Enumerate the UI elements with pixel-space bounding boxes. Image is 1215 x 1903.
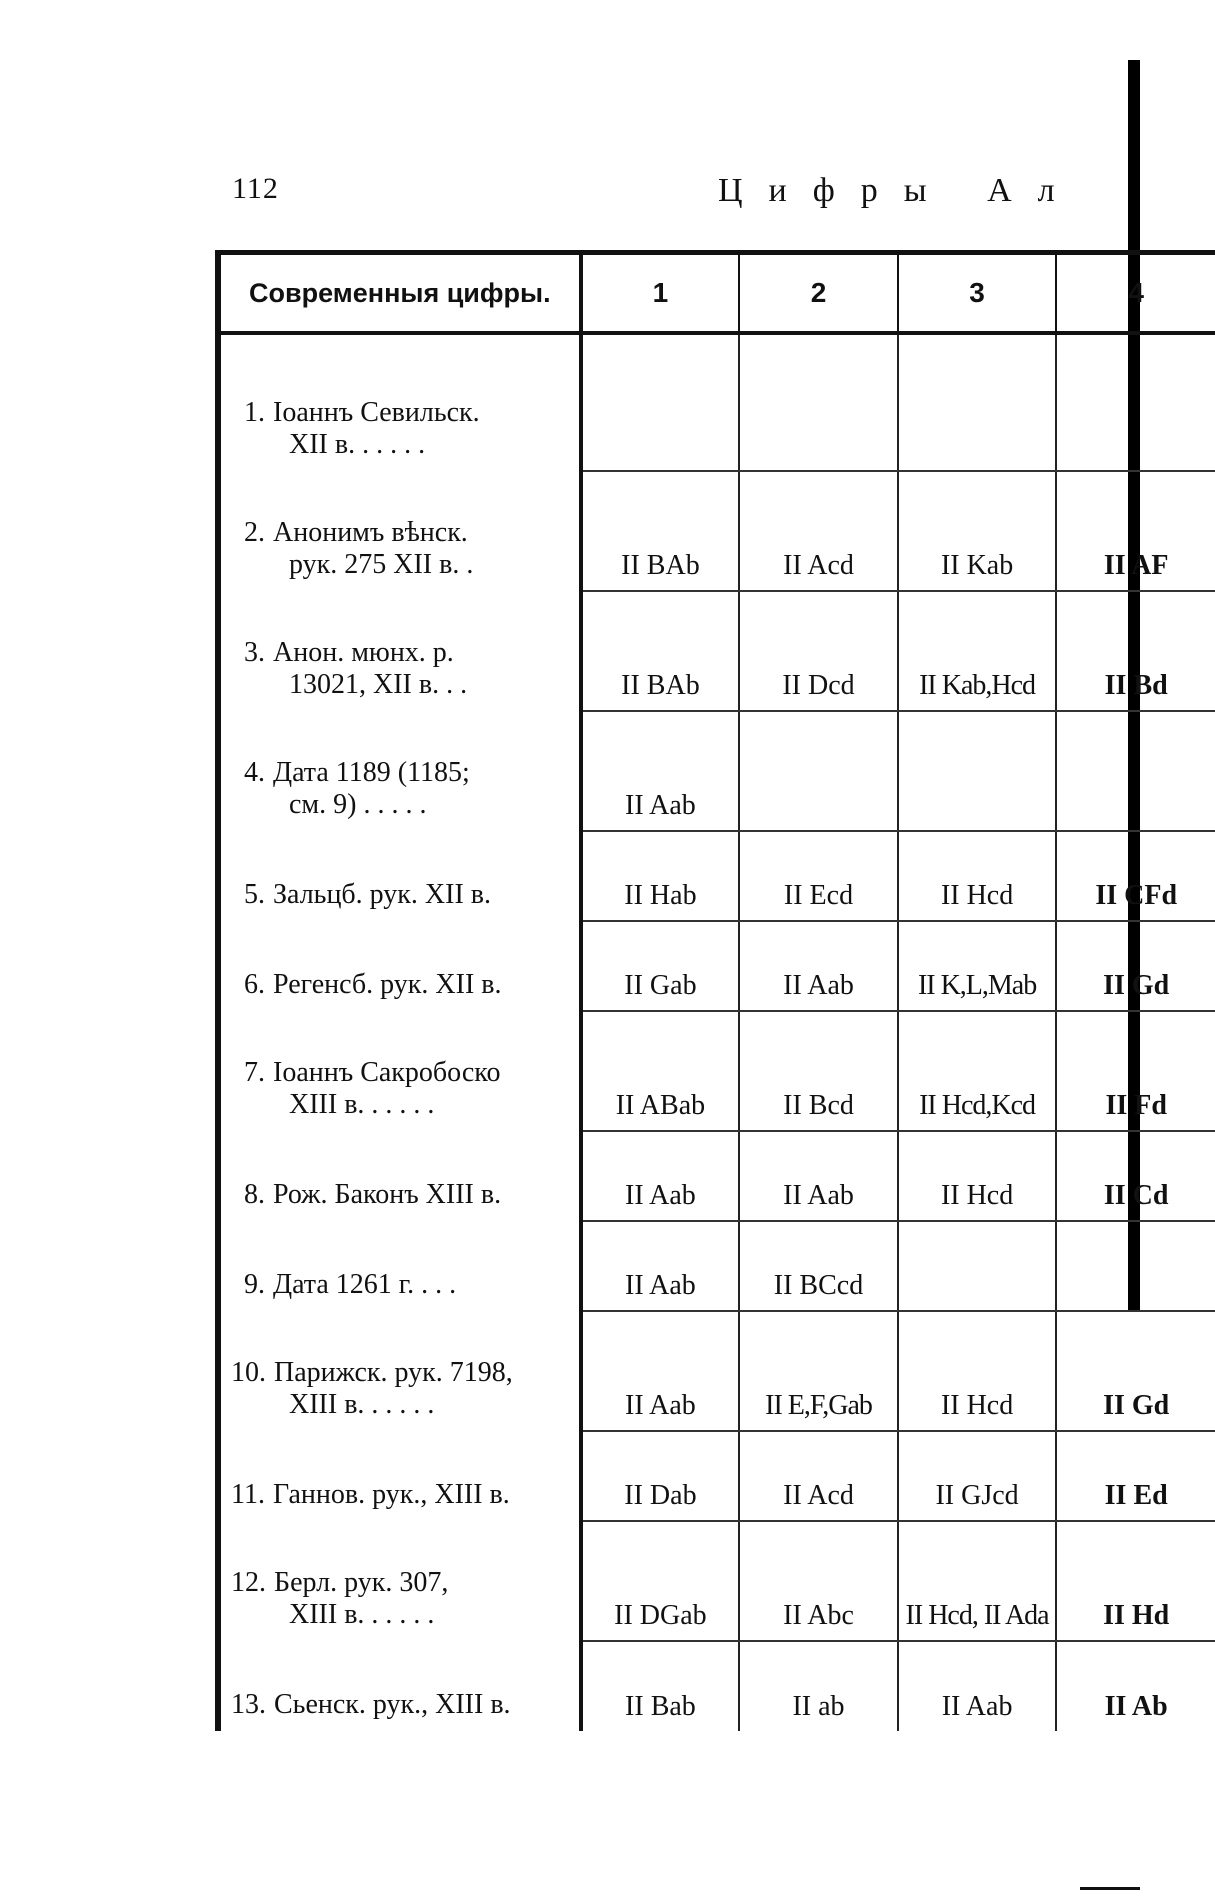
table-row (218, 333, 1215, 471)
row-label-line2: XIII в. . . . . . (289, 1389, 435, 1420)
row-label (218, 591, 581, 711)
row-label-text: Парижск. рук. 7198, (274, 1357, 513, 1388)
table-cell: II Dcd (739, 591, 898, 711)
table-cell: II Cd (1056, 1131, 1215, 1221)
row-label-line2: XII в. . . . . . (289, 429, 426, 460)
row-label-text: Анон. мюнх. р. (273, 637, 454, 668)
table-cell: II Hab (581, 831, 740, 921)
table-cell (898, 711, 1057, 831)
table-cell: II Aab (581, 711, 740, 831)
table-cell: II Hcd (898, 831, 1057, 921)
table-cell: II Aab (898, 1641, 1057, 1731)
row-label-text: Анонимъ вѣнск. (273, 517, 468, 548)
row-number: 1. (244, 397, 265, 428)
page-number: 112 (232, 172, 279, 205)
table-cell: II AF (1056, 471, 1215, 591)
row-label (218, 1131, 581, 1221)
table-cell: II Hcd,Kcd (898, 1011, 1057, 1131)
table-cell: II Aab (739, 1131, 898, 1221)
table-cell: II BCcd (739, 1221, 898, 1311)
row-label (218, 1221, 581, 1311)
row-label-line2: 13021, XII в. . . (289, 669, 468, 700)
table-row (218, 1131, 1215, 1221)
row-label-line2: XIII в. . . . . . (289, 1089, 435, 1120)
row-label (218, 1011, 581, 1131)
row-label-line1 (231, 969, 575, 1001)
row-number: 8. (244, 1179, 265, 1210)
table-row (218, 1431, 1215, 1521)
row-label-text: Іоаннъ Сакробоско (273, 1057, 501, 1088)
row-number: 7. (244, 1057, 265, 1088)
table-cell: II Gd (1056, 1311, 1215, 1431)
table-row (218, 1641, 1215, 1731)
table-row (218, 1311, 1215, 1431)
row-label (218, 831, 581, 921)
table-cell: II Dab (581, 1431, 740, 1521)
row-label (218, 471, 581, 591)
table-cell: II Fd (1056, 1011, 1215, 1131)
table-header-row (218, 253, 1215, 334)
digits-table (215, 250, 1215, 1731)
row-label-line1 (231, 1057, 575, 1089)
row-number: 12. (231, 1567, 266, 1598)
row-label-line1 (231, 1179, 575, 1211)
table-cell (581, 333, 740, 471)
row-label-line1 (231, 1357, 575, 1389)
table-cell: II Abc (739, 1521, 898, 1641)
row-label (218, 1311, 581, 1431)
header-column-1: 1 (581, 253, 740, 334)
header-column-3: 3 (898, 253, 1057, 334)
table-cell: II Aab (581, 1311, 740, 1431)
row-label (218, 711, 581, 831)
table-row (218, 831, 1215, 921)
table-cell: II Bcd (739, 1011, 898, 1131)
row-number: 3. (244, 637, 265, 668)
row-label-line1 (231, 1689, 575, 1721)
row-label-line1 (231, 517, 575, 549)
table-row (218, 1521, 1215, 1641)
table-cell: II Aab (581, 1221, 740, 1311)
row-label-line1 (231, 397, 575, 429)
table-body (218, 333, 1215, 1731)
table-cell: II Hd (1056, 1521, 1215, 1641)
digits-table-container (215, 250, 1178, 1722)
table-cell (898, 333, 1057, 471)
table-cell (1056, 1221, 1215, 1311)
table-cell: II Kab,Hcd (898, 591, 1057, 711)
row-label (218, 1521, 581, 1641)
row-label (218, 921, 581, 1011)
table-cell: II ab (739, 1641, 898, 1731)
table-cell (739, 711, 898, 831)
row-label-text: Рож. Баконъ XIII в. (273, 1179, 502, 1210)
row-label-line2: XIII в. . . . . . (289, 1599, 435, 1630)
table-cell: II CFd (1056, 831, 1215, 921)
table-cell (1056, 711, 1215, 831)
row-number: 11. (231, 1479, 265, 1510)
running-title: Цифры Ал (718, 172, 1081, 209)
row-label-line1 (231, 1269, 575, 1301)
table-row (218, 921, 1215, 1011)
row-label (218, 333, 581, 471)
table-row (218, 471, 1215, 591)
row-label-line1 (231, 637, 575, 669)
header-column-2: 2 (739, 253, 898, 334)
row-number: 4. (244, 757, 265, 788)
row-label-text: Зальцб. рук. XII в. (273, 879, 491, 910)
table-cell: II Aab (581, 1131, 740, 1221)
table-cell: II Gd (1056, 921, 1215, 1011)
row-label (218, 1641, 581, 1731)
table-cell: II Gab (581, 921, 740, 1011)
table-cell (1056, 333, 1215, 471)
row-label-text: Іоаннъ Севильск. (273, 397, 480, 428)
table-cell: II Hcd, II Ada (898, 1521, 1057, 1641)
table-cell: II Bab (581, 1641, 740, 1731)
row-label-text: Регенсб. рук. XII в. (273, 969, 502, 1000)
row-label-text: Сьенск. рук., XIII в. (274, 1689, 511, 1720)
table-cell: II Acd (739, 1431, 898, 1521)
table-cell: II Hcd (898, 1131, 1057, 1221)
table-cell: II Ed (1056, 1431, 1215, 1521)
row-number: 5. (244, 879, 265, 910)
table-cell (739, 333, 898, 471)
table-cell: II Kab (898, 471, 1057, 591)
row-label-line1 (231, 757, 575, 789)
table-cell: II Aab (739, 921, 898, 1011)
row-label-line2: рук. 275 XII в. . (289, 549, 474, 580)
table-row (218, 1011, 1215, 1131)
row-number: 6. (244, 969, 265, 1000)
table-cell: II Bd (1056, 591, 1215, 711)
table-cell: II Acd (739, 471, 898, 591)
row-label-line1 (231, 1479, 575, 1511)
row-number: 2. (244, 517, 265, 548)
table-cell: II ABab (581, 1011, 740, 1131)
table-cell: II DGab (581, 1521, 740, 1641)
table-cell: II BAb (581, 471, 740, 591)
table-cell: II Ecd (739, 831, 898, 921)
row-number: 13. (231, 1689, 266, 1720)
row-label-line2: см. 9) . . . . . (289, 789, 427, 820)
row-label-text: Дата 1261 г. . . . (273, 1269, 457, 1300)
bottom-rule (1080, 1887, 1140, 1890)
table-cell: II E,F,Gab (739, 1311, 898, 1431)
table-cell: II Hcd (898, 1311, 1057, 1431)
header-column-4: 4 (1056, 253, 1215, 334)
row-label-text: Дата 1189 (1185; (273, 757, 470, 788)
row-label-text: Ганнов. рук., XIII в. (273, 1479, 510, 1510)
table-cell: II BAb (581, 591, 740, 711)
row-number: 9. (244, 1269, 265, 1300)
table-row (218, 591, 1215, 711)
header-modern-digits: Современныя цифры. (218, 253, 581, 334)
table-cell: II GJcd (898, 1431, 1057, 1521)
table-cell: II K,L,Mab (898, 921, 1057, 1011)
row-number: 10. (231, 1357, 266, 1388)
row-label-line1 (231, 879, 575, 911)
table-row (218, 1221, 1215, 1311)
row-label-text: Берл. рук. 307, (274, 1567, 449, 1598)
row-label (218, 1431, 581, 1521)
table-row (218, 711, 1215, 831)
row-label-line1 (231, 1567, 575, 1599)
table-cell (898, 1221, 1057, 1311)
table-cell: II Ab (1056, 1641, 1215, 1731)
